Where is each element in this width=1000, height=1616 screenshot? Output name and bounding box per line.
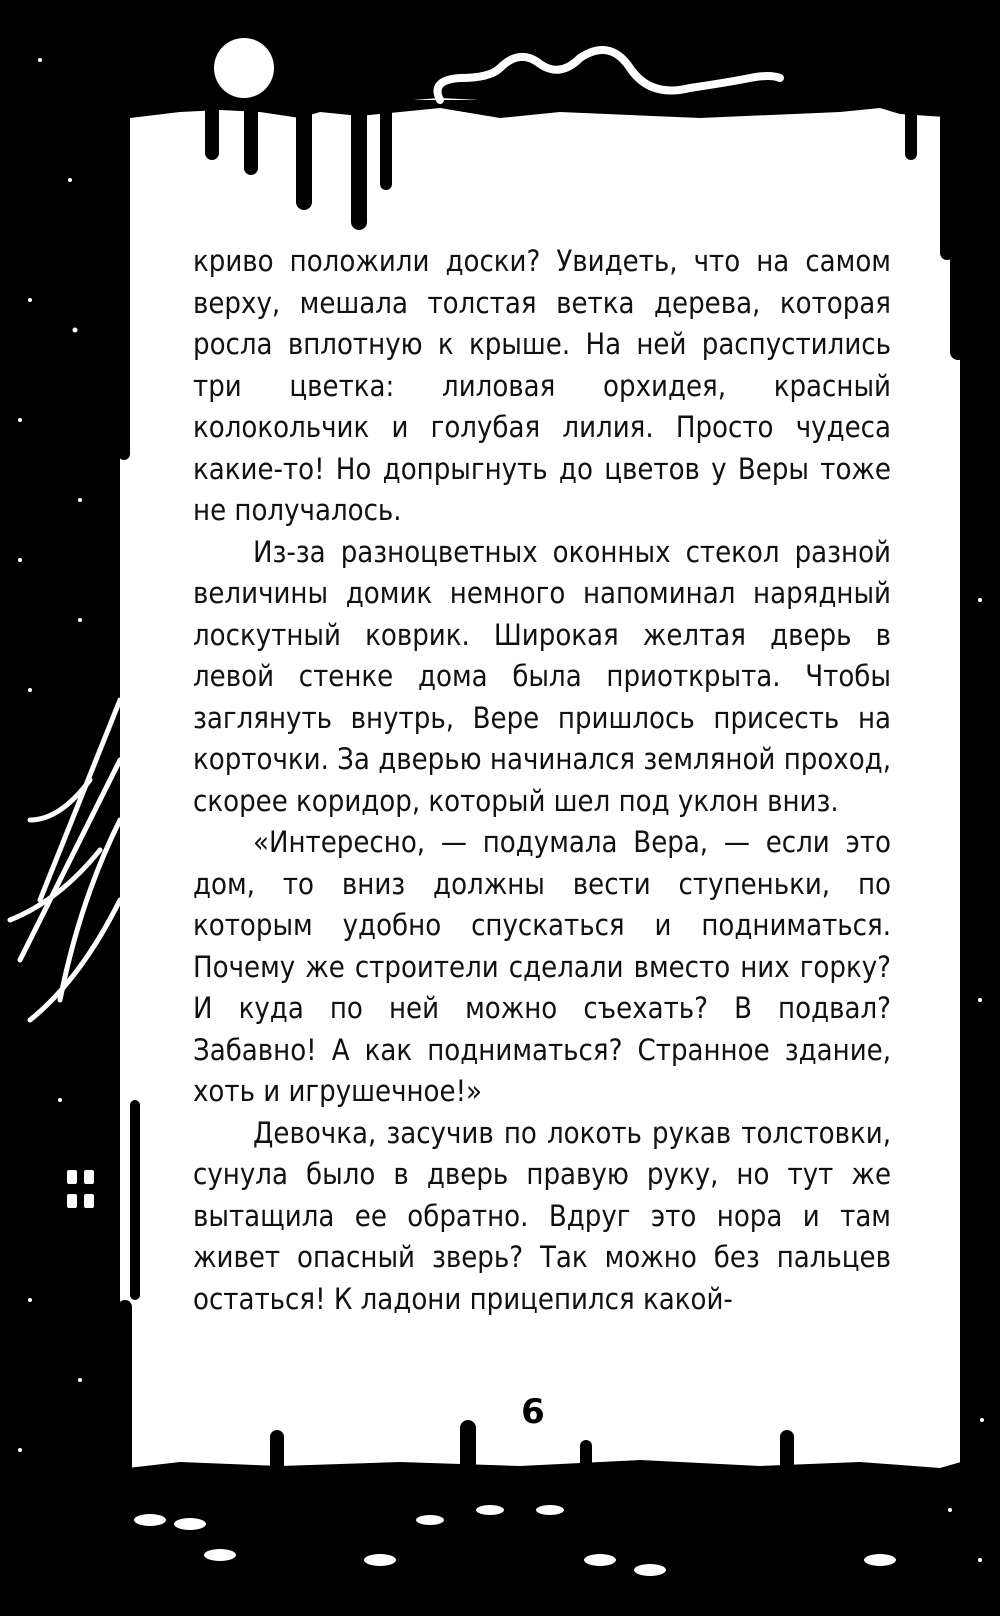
page-body-text <box>193 241 891 1320</box>
paragraph-3: «Интересно, — подумала Вера, — если это дом, то вниз должны вести ступеньки, по которым удобно спускаться и подниматься. Почему же строители сделали вместо них горку? И куда по ней можно съехать? В подвал? Забавно! А как подниматься? Странное здание, хоть и игрушечное!» <box>193 825 891 1108</box>
moon-icon <box>214 38 274 98</box>
paragraph-4: Девочка, засучив по локоть рукав толстовки, сунула было в дверь правую руку, но тут же вытащила ее обратно. Вдруг это нора и там живет опасный зверь? Так можно без пальцев остаться! К ладони прицепился какой- <box>193 1115 891 1316</box>
paragraph-2: Из-за разноцветных оконных стекол разной величины домик немного напоминал нарядный лоскутный коврик. Широкая желтая дверь в левой стенке дома была приоткрыта. Чтобы заглянуть внутрь, Вере пришлось присесть на корточки. За дверью начинался земляной проход, скорее коридор, который шел под уклон вниз. <box>193 534 891 818</box>
window-lights-icon <box>67 1170 94 1208</box>
paragraph-1: криво положили доски? Увидеть, что на самом верху, мешала толстая ветка дерева, которая росла вплотную к крыше. На ней распустились три цветка: лиловая орхидея, красный колокольчик и голубая лилия. Просто чудеса какие-то! Но допрыгнуть до цветов у Веры тоже не получалось. <box>193 244 891 527</box>
snake-icon <box>438 50 781 100</box>
tree-branches-icon <box>10 700 120 1020</box>
page-number: 6 <box>521 1392 545 1432</box>
